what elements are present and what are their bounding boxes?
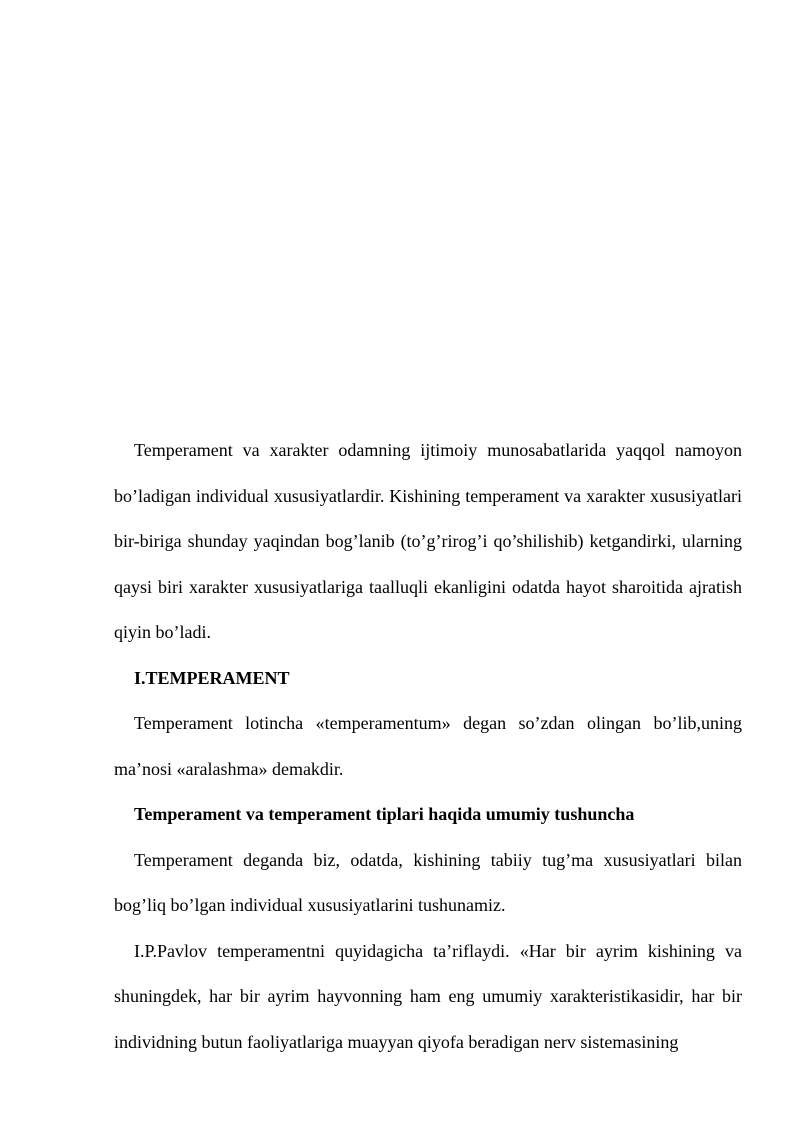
paragraph-definition: Temperament deganda biz, odatda, kishining tabiiy tug’ma xususiyatlari bilan bog’liq bo’lgan individual xususiyatlarini tushunamiz.	[114, 849, 742, 915]
section-heading-temperament: I.TEMPERAMENT	[134, 667, 290, 688]
document-body	[114, 428, 742, 1065]
paragraph-intro: Temperament va xarakter odamning ijtimoiy munosabatlarida yaqqol namoyon bo’ladigan individual xususiyatlardir. Kishining temperament va xarakter xususiyatlari bir-biriga shunday yaqindan bog’lanib (to’g’rirog’i qo’shilishib) ketgandirki, ularning qaysi biri xarakter xususiyatlariga taalluqli ekanligini odatda hayot sharoitida ajratish qiyin bo’ladi.	[114, 440, 742, 642]
subsection-heading-types: Temperament va temperament tiplari haqida umumiy tushuncha	[134, 804, 635, 824]
paragraph-etymology: Temperament lotincha «temperamentum» degan so’zdan olingan bo’lib,uning ma’nosi «aralashma» demakdir.	[114, 713, 742, 779]
paragraph-pavlov: I.P.Pavlov temperamentni quyidagicha ta’riflaydi. «Har bir ayrim kishining va shuningdek, har bir ayrim hayvonning ham eng umumiy xarakteristikasidir, har bir individning butun faoliyatlariga muayyan qiyofa beradigan nerv sistemasining	[114, 940, 742, 1052]
